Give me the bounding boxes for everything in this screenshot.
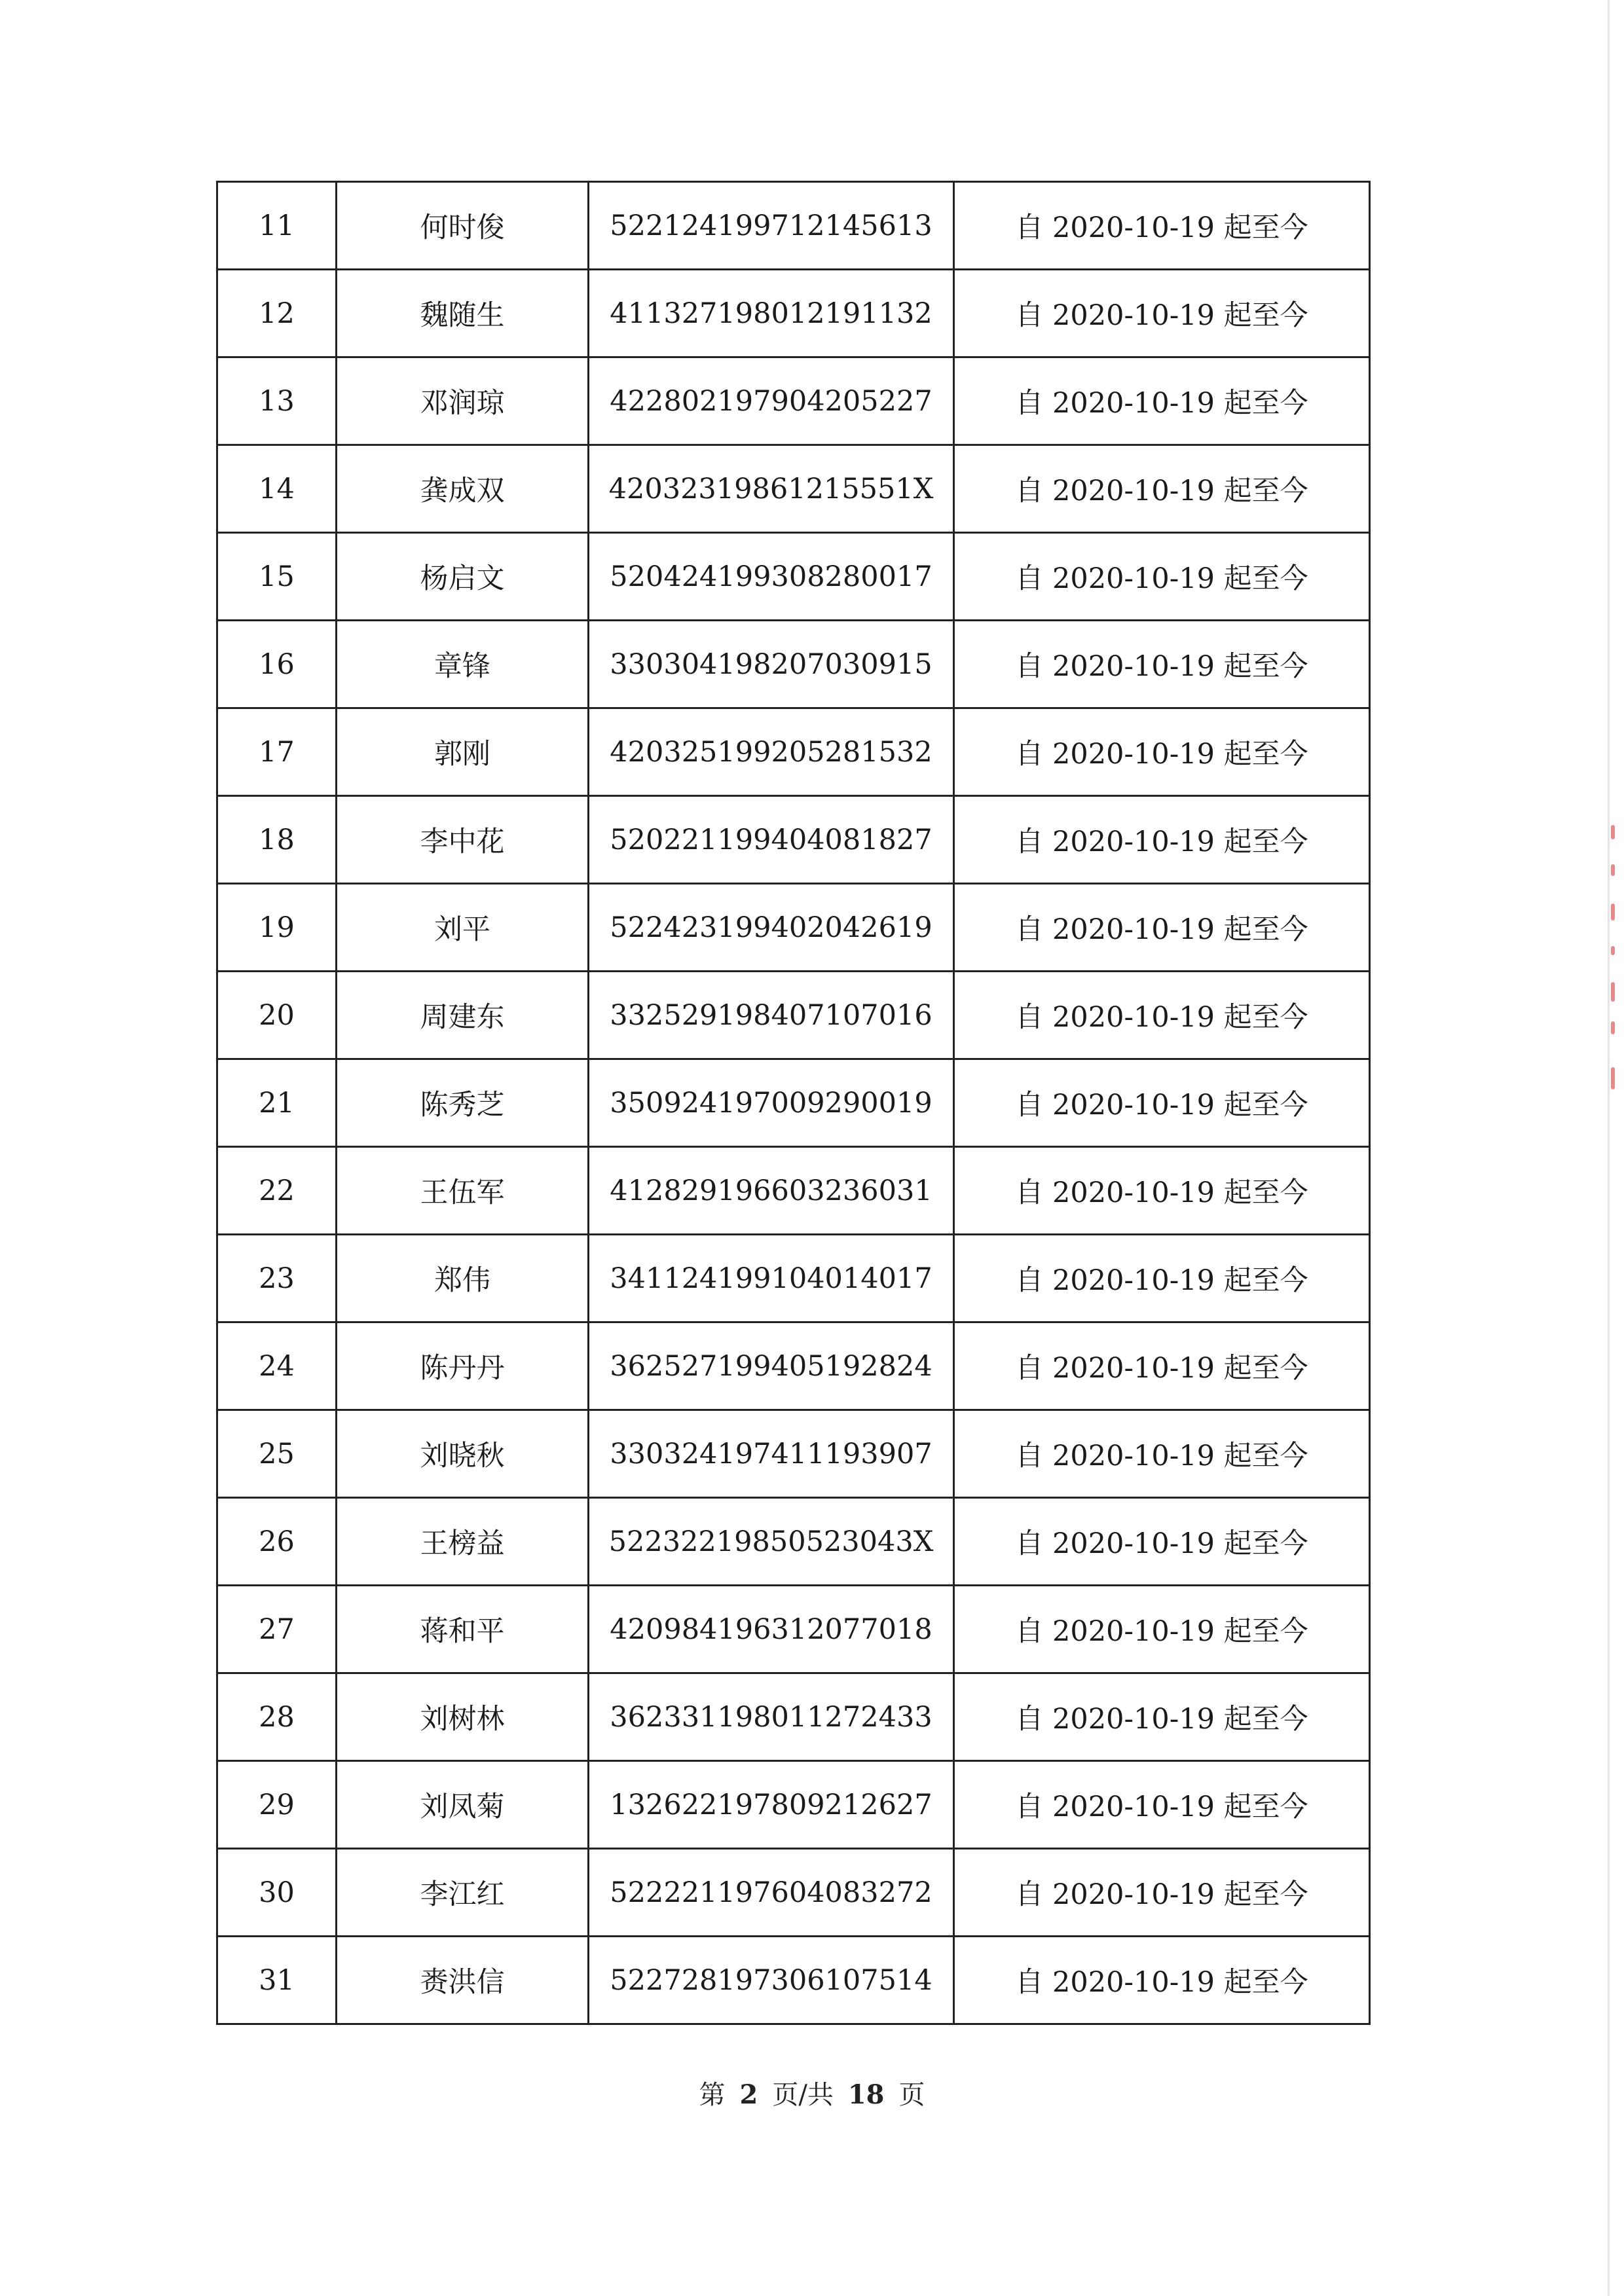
period-cell: 自 2020-10-19 起至今 — [954, 972, 1370, 1059]
footer-prefix: 第 — [699, 2080, 726, 2110]
page-edge — [1608, 0, 1610, 2296]
row-number-cell: 18 — [217, 796, 337, 884]
period-cell: 自 2020-10-19 起至今 — [954, 708, 1370, 796]
name-cell: 刘树林 — [337, 1673, 589, 1761]
name-cell: 赉洪信 — [337, 1937, 589, 2024]
table-row — [217, 445, 1370, 533]
table-row — [217, 1498, 1370, 1586]
name-cell: 刘平 — [337, 884, 589, 972]
id-number-cell: 52232219850523043X — [589, 1498, 954, 1586]
row-number-cell: 19 — [217, 884, 337, 972]
name-cell: 李中花 — [337, 796, 589, 884]
period-cell: 自 2020-10-19 起至今 — [954, 1849, 1370, 1937]
period-cell: 自 2020-10-19 起至今 — [954, 1937, 1370, 2024]
id-number-cell: 330304198207030915 — [589, 621, 954, 708]
period-cell: 自 2020-10-19 起至今 — [954, 1498, 1370, 1586]
period-cell: 自 2020-10-19 起至今 — [954, 621, 1370, 708]
name-cell: 王伍军 — [337, 1147, 589, 1235]
table-row — [217, 270, 1370, 357]
period-cell: 自 2020-10-19 起至今 — [954, 182, 1370, 270]
period-cell: 自 2020-10-19 起至今 — [954, 1147, 1370, 1235]
row-number-cell: 20 — [217, 972, 337, 1059]
table-row — [217, 1761, 1370, 1849]
name-cell: 刘晓秋 — [337, 1410, 589, 1498]
table-row — [217, 533, 1370, 621]
period-cell: 自 2020-10-19 起至今 — [954, 445, 1370, 533]
id-number-cell: 350924197009290019 — [589, 1059, 954, 1147]
id-number-cell: 522728197306107514 — [589, 1937, 954, 2024]
table-row — [217, 1322, 1370, 1410]
period-cell: 自 2020-10-19 起至今 — [954, 1059, 1370, 1147]
id-number-cell: 520424199308280017 — [589, 533, 954, 621]
name-cell: 魏随生 — [337, 270, 589, 357]
seal-edge-marks — [1599, 825, 1619, 1100]
id-number-cell: 411327198012191132 — [589, 270, 954, 357]
id-number-cell: 412829196603236031 — [589, 1147, 954, 1235]
table-row — [217, 1410, 1370, 1498]
footer-suffix: 页 — [898, 2080, 925, 2110]
table-row — [217, 1937, 1370, 2024]
row-number-cell: 21 — [217, 1059, 337, 1147]
id-number-cell: 42032319861215551X — [589, 445, 954, 533]
name-cell: 郭刚 — [337, 708, 589, 796]
footer-middle: 页/共 — [772, 2080, 834, 2110]
name-cell: 陈丹丹 — [337, 1322, 589, 1410]
name-cell: 章锋 — [337, 621, 589, 708]
name-cell: 何时俊 — [337, 182, 589, 270]
period-cell: 自 2020-10-19 起至今 — [954, 1586, 1370, 1673]
current-page-number: 2 — [739, 2079, 758, 2110]
row-number-cell: 13 — [217, 357, 337, 445]
id-number-cell: 362527199405192824 — [589, 1322, 954, 1410]
personnel-table — [216, 181, 1371, 2025]
period-cell: 自 2020-10-19 起至今 — [954, 1410, 1370, 1498]
id-number-cell: 420984196312077018 — [589, 1586, 954, 1673]
table-row — [217, 972, 1370, 1059]
period-cell: 自 2020-10-19 起至今 — [954, 1235, 1370, 1322]
name-cell: 周建东 — [337, 972, 589, 1059]
table-row — [217, 796, 1370, 884]
table-row — [217, 182, 1370, 270]
table-row — [217, 1059, 1370, 1147]
row-number-cell: 22 — [217, 1147, 337, 1235]
id-number-cell: 422802197904205227 — [589, 357, 954, 445]
id-number-cell: 522124199712145613 — [589, 182, 954, 270]
row-number-cell: 17 — [217, 708, 337, 796]
table-row — [217, 1673, 1370, 1761]
table-row — [217, 1147, 1370, 1235]
name-cell: 陈秀芝 — [337, 1059, 589, 1147]
id-number-cell: 420325199205281532 — [589, 708, 954, 796]
row-number-cell: 12 — [217, 270, 337, 357]
row-number-cell: 23 — [217, 1235, 337, 1322]
period-cell: 自 2020-10-19 起至今 — [954, 884, 1370, 972]
page-footer — [0, 2074, 1624, 2111]
period-cell: 自 2020-10-19 起至今 — [954, 796, 1370, 884]
table-row — [217, 357, 1370, 445]
name-cell: 李江红 — [337, 1849, 589, 1937]
period-cell: 自 2020-10-19 起至今 — [954, 357, 1370, 445]
row-number-cell: 16 — [217, 621, 337, 708]
table-row — [217, 884, 1370, 972]
id-number-cell: 332529198407107016 — [589, 972, 954, 1059]
name-cell: 蒋和平 — [337, 1586, 589, 1673]
row-number-cell: 11 — [217, 182, 337, 270]
id-number-cell: 522221197604083272 — [589, 1849, 954, 1937]
row-number-cell: 14 — [217, 445, 337, 533]
id-number-cell: 520221199404081827 — [589, 796, 954, 884]
table-row — [217, 621, 1370, 708]
period-cell: 自 2020-10-19 起至今 — [954, 1322, 1370, 1410]
name-cell: 刘凤菊 — [337, 1761, 589, 1849]
name-cell: 郑伟 — [337, 1235, 589, 1322]
row-number-cell: 28 — [217, 1673, 337, 1761]
id-number-cell: 341124199104014017 — [589, 1235, 954, 1322]
row-number-cell: 29 — [217, 1761, 337, 1849]
row-number-cell: 15 — [217, 533, 337, 621]
id-number-cell: 362331198011272433 — [589, 1673, 954, 1761]
name-cell: 杨启文 — [337, 533, 589, 621]
row-number-cell: 30 — [217, 1849, 337, 1937]
row-number-cell: 26 — [217, 1498, 337, 1586]
id-number-cell: 132622197809212627 — [589, 1761, 954, 1849]
id-number-cell: 522423199402042619 — [589, 884, 954, 972]
total-pages-number: 18 — [847, 2079, 885, 2110]
period-cell: 自 2020-10-19 起至今 — [954, 533, 1370, 621]
table-row — [217, 708, 1370, 796]
table-body — [217, 182, 1370, 2024]
row-number-cell: 24 — [217, 1322, 337, 1410]
table-row — [217, 1586, 1370, 1673]
period-cell: 自 2020-10-19 起至今 — [954, 1673, 1370, 1761]
name-cell: 王榜益 — [337, 1498, 589, 1586]
name-cell: 邓润琼 — [337, 357, 589, 445]
table-row — [217, 1849, 1370, 1937]
period-cell: 自 2020-10-19 起至今 — [954, 270, 1370, 357]
row-number-cell: 31 — [217, 1937, 337, 2024]
personnel-table-wrapper — [216, 181, 1369, 2025]
table-row — [217, 1235, 1370, 1322]
row-number-cell: 27 — [217, 1586, 337, 1673]
period-cell: 自 2020-10-19 起至今 — [954, 1761, 1370, 1849]
name-cell: 龚成双 — [337, 445, 589, 533]
row-number-cell: 25 — [217, 1410, 337, 1498]
id-number-cell: 330324197411193907 — [589, 1410, 954, 1498]
